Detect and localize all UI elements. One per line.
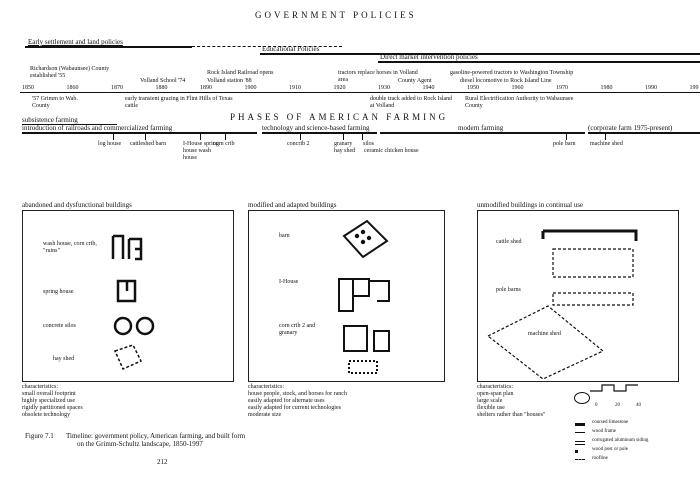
tick-log-house bbox=[113, 132, 114, 140]
tick-cattleshed bbox=[145, 132, 146, 140]
tick-concrib2 bbox=[300, 132, 301, 140]
right-item-machineshed: machine shed bbox=[528, 331, 561, 337]
legend-item: coursed limestone bbox=[592, 420, 629, 425]
phase-railroads-bar bbox=[22, 132, 257, 134]
middle-panel-title: modified and adapted buildings bbox=[248, 201, 337, 209]
north-arrow-icon bbox=[574, 392, 590, 404]
middle-item-ihouse: I-House bbox=[279, 279, 299, 285]
caption-line-1: Timeline: government policy, American farming, and built form bbox=[66, 432, 246, 440]
cattleshed-plan-icon bbox=[543, 231, 636, 241]
legend-item: wood frame bbox=[592, 429, 617, 434]
event-volland-school: Volland School '74 bbox=[140, 78, 186, 84]
caption-line-2: on the Grimm-Schultz landscape, 1850-1997 bbox=[77, 440, 203, 448]
tick-corn-crib bbox=[225, 132, 226, 140]
event-rock-island-opens: Rock Island Railroad opens bbox=[207, 70, 274, 76]
year-label: 1990 bbox=[645, 85, 657, 91]
bldg-machine-shed: machine shed bbox=[590, 141, 623, 147]
left-item-washhouse: wash house, corn crib, "ruins" bbox=[43, 241, 97, 254]
bldg-corn-crib: corn crib bbox=[213, 141, 235, 147]
polebarns-plan-icon bbox=[553, 249, 633, 305]
characteristic-item: house people, stock, and horses for ranch bbox=[248, 391, 347, 397]
right-item-cattleshed: cattle shed bbox=[496, 239, 522, 245]
right-item-polebarns: pole barns bbox=[496, 287, 521, 293]
left-item-springhouse: spring house bbox=[43, 289, 74, 295]
middle-floorplans bbox=[249, 211, 444, 381]
scale-label-20: 20 bbox=[615, 403, 620, 408]
year-label: 199 bbox=[689, 85, 699, 91]
right-panel bbox=[477, 210, 679, 382]
left-char-list bbox=[22, 391, 83, 419]
bldg-silos: silos bbox=[363, 141, 375, 147]
left-floorplans bbox=[23, 211, 233, 381]
springhouse-plan-icon bbox=[118, 281, 135, 301]
phase-technology-label: technology and science-based farming bbox=[262, 124, 370, 132]
phase-modern-label: modern farming bbox=[458, 124, 504, 132]
bldg-ihouse-group: I-House spring house wash house bbox=[183, 141, 219, 161]
event-transient-grazing: early transient grazing in Flint Hills of Texas cattle bbox=[125, 96, 233, 109]
year-label: 1980 bbox=[600, 85, 613, 91]
tick-silos bbox=[362, 132, 363, 140]
tick-pole-barn bbox=[566, 132, 567, 140]
characteristic-item: highly specialized use bbox=[22, 398, 75, 404]
tick-granary bbox=[343, 132, 344, 140]
bldg-log-house: log house bbox=[98, 141, 122, 147]
bldg-granary: granary bbox=[334, 141, 353, 147]
year-label: 1960 bbox=[511, 85, 524, 91]
early-policy-label: Early settlement and land policies bbox=[28, 38, 123, 46]
scale-bar bbox=[590, 385, 650, 410]
legend-swatch bbox=[575, 432, 585, 433]
phase-corporate-label: (corporate farm 1975-present) bbox=[588, 124, 673, 132]
government-policies-heading: GOVERNMENT POLICIES bbox=[255, 10, 417, 20]
legend-swatch bbox=[575, 423, 585, 426]
event-county-agent: County Agent bbox=[398, 78, 432, 84]
year-label: 1870 bbox=[111, 85, 123, 91]
right-floorplans bbox=[478, 211, 678, 381]
event-tractors-replace-horses: tractors replace horses in Volland area bbox=[338, 70, 418, 83]
year-label: 1930 bbox=[378, 85, 390, 91]
caption-figure: Figure 7.1 bbox=[25, 432, 54, 440]
year-label: 1860 bbox=[66, 85, 79, 91]
ihouse-plan-icon bbox=[339, 279, 389, 311]
direct-market-policy-label: Direct market intervention policies bbox=[380, 53, 478, 61]
left-item-hayshed: hay shed bbox=[53, 356, 75, 362]
year-label: 1940 bbox=[422, 85, 435, 91]
page-number: 212 bbox=[157, 458, 168, 466]
year-label: 1880 bbox=[155, 85, 168, 91]
middle-panel bbox=[248, 210, 445, 382]
educational-policy-label: Educational Policies bbox=[262, 45, 320, 53]
characteristic-item: rigidly partitioned spaces bbox=[22, 405, 83, 411]
scale-label-0: 0 bbox=[595, 403, 598, 408]
timeline-axis bbox=[20, 92, 700, 93]
event-rural-electrification: Rural Electrification Authority to Wabaunsee County bbox=[465, 96, 574, 109]
characteristic-item: easily adapted for alternate uses bbox=[248, 398, 325, 404]
bldg-pole-barn: pole barn bbox=[553, 141, 576, 147]
right-panel-title: unmodified buildings in continual use bbox=[477, 201, 584, 209]
year-label: 1850 bbox=[22, 85, 34, 91]
barn-plan-icon bbox=[344, 221, 387, 257]
year-label: 1910 bbox=[289, 85, 301, 91]
left-item-silos: concrete silos bbox=[43, 323, 76, 329]
right-char-title: characteristics: bbox=[477, 384, 513, 390]
legend-item: roofline bbox=[592, 456, 608, 461]
bldg-concrib-2: concrib 2 bbox=[287, 141, 310, 147]
characteristic-item: flexible use bbox=[477, 405, 505, 411]
washhouse-plan-icon bbox=[113, 236, 141, 259]
phase-subsistence-label: subsistence farming bbox=[22, 116, 78, 124]
year-label: 1950 bbox=[467, 85, 479, 91]
legend-swatch bbox=[575, 450, 578, 453]
early-policy-bar bbox=[25, 46, 192, 48]
characteristic-item: shelters rather than "houses" bbox=[477, 412, 546, 418]
event-diesel-locomotive: diesel locomotive to Rock Island Line bbox=[460, 78, 552, 84]
characteristic-item: obsolete technology bbox=[22, 412, 71, 418]
legend-swatch bbox=[575, 441, 585, 445]
tick-ihouse bbox=[200, 132, 201, 140]
legend-item: corrugated aluminum siding bbox=[592, 438, 649, 443]
left-panel-title: abandoned and dysfunctional buildings bbox=[22, 201, 132, 209]
corncrib-plan-icon bbox=[344, 326, 389, 373]
bldg-cattleshed-barn: cattleshed barn bbox=[130, 141, 167, 147]
left-panel bbox=[22, 210, 234, 382]
middle-char-list bbox=[248, 391, 347, 419]
event-gasoline-tractors: gasoline-powered tractors to Washington Township bbox=[450, 70, 574, 76]
legend-item: wood post or pole bbox=[592, 447, 628, 452]
right-char-list bbox=[477, 391, 545, 419]
event-volland-station: Volland station '88 bbox=[207, 78, 252, 84]
phases-heading: PHASES OF AMERICAN FARMING bbox=[230, 112, 449, 122]
bldg-ceramic-chicken-house: ceramic chicken house bbox=[364, 148, 419, 154]
bldg-hay-shed: hay shed bbox=[334, 148, 356, 154]
left-char-title: characteristics: bbox=[22, 384, 58, 390]
machineshed-plan-icon bbox=[488, 306, 603, 379]
middle-char-title: characteristics: bbox=[248, 384, 284, 390]
educational-policy-bar bbox=[260, 53, 700, 55]
event-grimm-to-wab: '57 Grimm to Wab. County bbox=[32, 96, 78, 109]
characteristic-item: small overall footprint bbox=[22, 391, 76, 397]
scale-label-40: 40 bbox=[636, 403, 641, 408]
direct-market-policy-bar bbox=[378, 61, 700, 63]
tick-machine-shed bbox=[605, 132, 606, 140]
hayshed-plan-icon bbox=[115, 345, 141, 369]
year-label: 1890 bbox=[200, 85, 212, 91]
event-double-track: double track added to Rock Island at Volland bbox=[370, 96, 453, 109]
event-richardson-county: Richardson (Wabaunsee) County established '55 bbox=[30, 66, 110, 79]
phase-technology-bar bbox=[262, 132, 377, 134]
characteristic-item: easily adapted for current technologies bbox=[248, 405, 341, 411]
characteristic-item: large scale bbox=[477, 398, 503, 404]
silos-plan-icon bbox=[115, 318, 153, 334]
legend-swatch bbox=[575, 459, 585, 460]
characteristic-item: open-span plan bbox=[477, 391, 514, 397]
middle-item-barn: barn bbox=[279, 233, 290, 239]
middle-item-corncrib: corn crib 2 and granary bbox=[279, 323, 316, 336]
year-label: 1900 bbox=[244, 85, 257, 91]
year-label: 1920 bbox=[333, 85, 346, 91]
characteristic-item: moderate size bbox=[248, 412, 282, 418]
year-label: 1970 bbox=[556, 85, 568, 91]
phase-modern-bar bbox=[380, 132, 585, 134]
phase-railroads-label: introduction of railroads and commercialized farming bbox=[22, 124, 173, 132]
